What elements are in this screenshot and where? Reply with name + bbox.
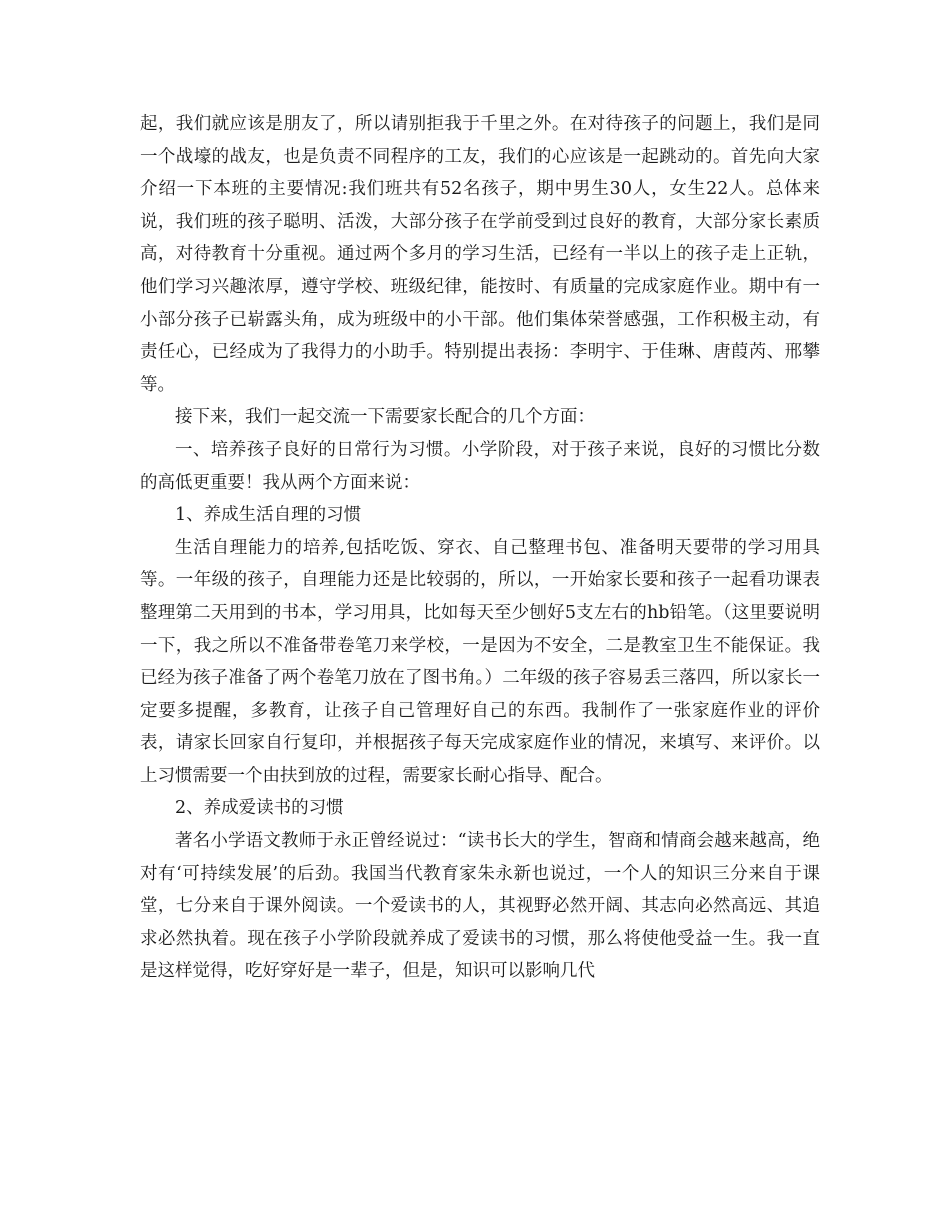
paragraph-intro: 起，我们就应该是朋友了，所以请别拒我于千里之外。在对待孩子的问题上，我们是同一个战壕的战友，也是负责不同程序的工友，我们的心应该是一起跳动的。首先向大家介绍一下本班的主要情况:我们班共有52名孩子，期中男生30人，女生22人。总体来说，我们班的孩子聪明、活泼，大部分孩子在学前受到过良好的教育，大部分家长素质高，对待教育十分重视。通过两个多月的学习生活，已经有一半以上的孩子走上正轨，他们学习兴趣浓厚，遵守学校、班级纪律，能按时、有质量的完成家庭作业。期中有一小部分孩子已崭露头角，成为班级中的小干部。他们集体荣誉感强，工作积极主动，有责任心，已经成为了我得力的小助手。特别提出表扬：李明宇、于佳琳、唐葭芮、邢攀等。 — [140, 114, 820, 395]
paragraph-transition: 接下来，我们一起交流一下需要家长配合的几个方面： — [175, 407, 595, 428]
document-body — [140, 108, 820, 988]
subheading-reading: 2、养成爱读书的习惯 — [175, 798, 344, 819]
paragraph-self-care: 生活自理能力的培养,包括吃饭、穿衣、自己整理书包、准备明天要带的学习用具等。一年级的孩子，自理能力还是比较弱的，所以，一开始家长要和孩子一起看功课表整理第二天用到的书本，学习用具，比如每天至少刨好5支左右的hb铅笔。（这里要说明一下，我之所以不准备带卷笔刀来学校，一是因为不安全，二是教室卫生不能保证。我已经为孩子准备了两个卷笔刀放在了图书角。）二年级的孩子容易丢三落四，所以家长一定要多提醒，多教育，让孩子自己管理好自己的东西。我制作了一张家庭作业的评价表，请家长回家自行复印，并根据孩子每天完成家庭作业的情况，来填写、来评价。以上习惯需要一个由扶到放的过程，需要家长耐心指导、配合。 — [140, 537, 820, 786]
paragraph-section-one: 一、培养孩子良好的日常行为习惯。小学阶段，对于孩子来说，良好的习惯比分数的高低更重要！我从两个方面来说： — [140, 439, 820, 493]
paragraph-reading: 著名小学语文教师于永正曾经说过：“读书长大的学生，智商和情商会越来越高，绝对有‘可持续发展’的后劲。我国当代教育家朱永新也说过，一个人的知识三分来自于课堂，七分来自于课外阅读。一个爱读书的人，其视野必然开阔、其志向必然高远、其追求必然执着。现在孩子小学阶段就养成了爱读书的习惯，那么将使他受益一生。我一直是这样觉得，吃好穿好是一辈子，但是，知识可以影响几代 — [140, 831, 820, 982]
subheading-self-care: 1、养成生活自理的习惯 — [175, 505, 362, 526]
